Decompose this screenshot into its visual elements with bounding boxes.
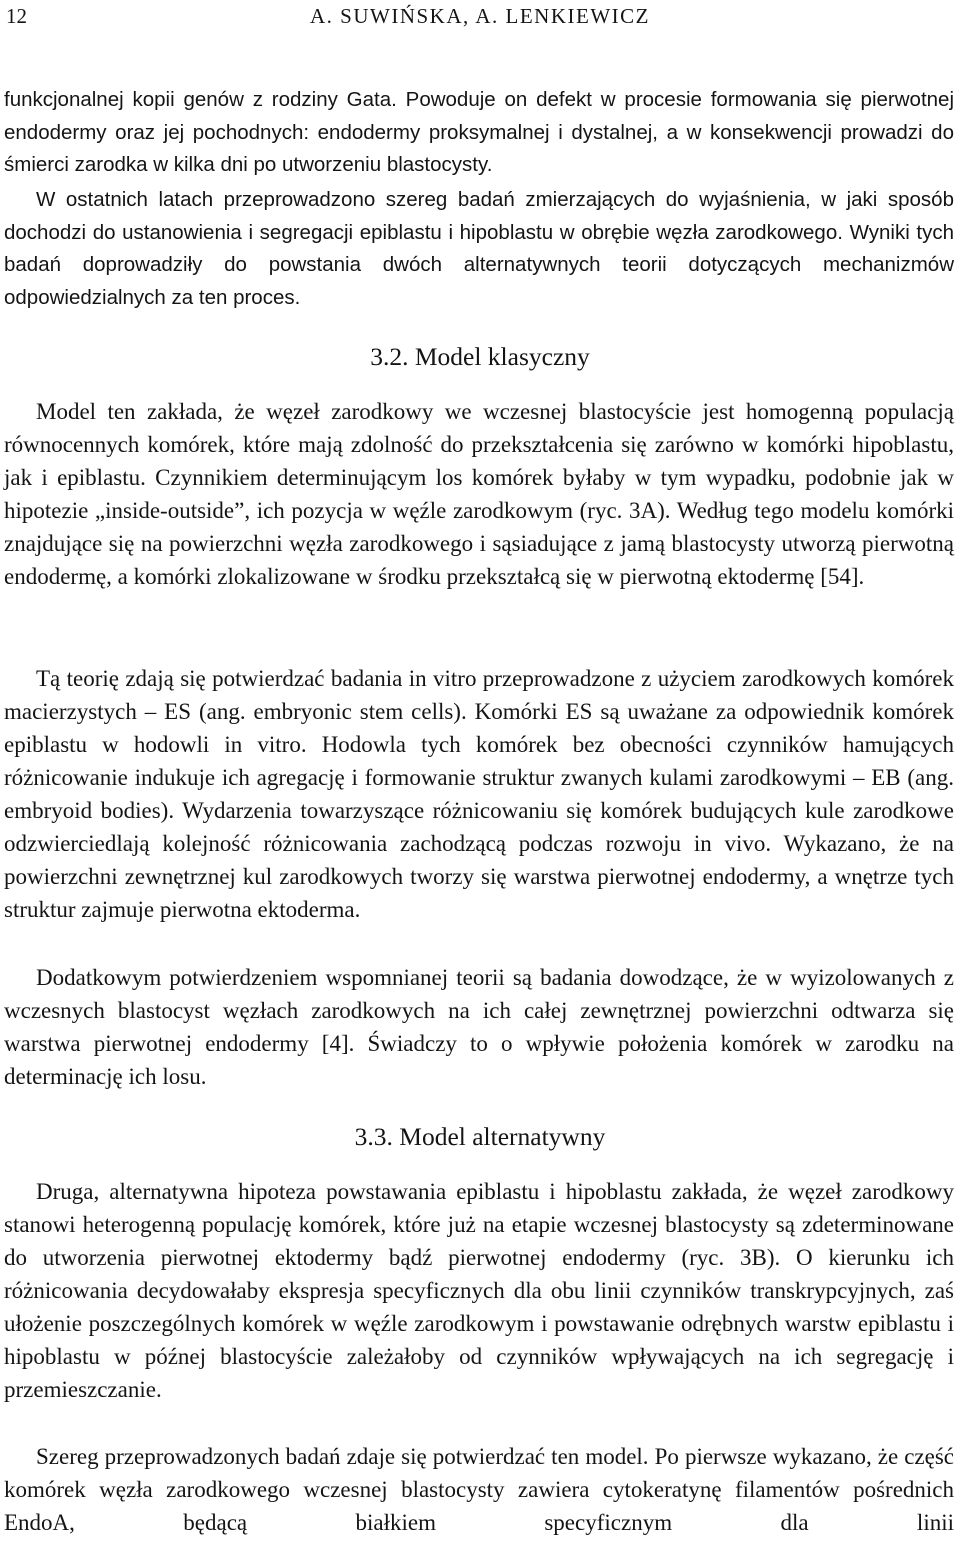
- page-number: 12: [6, 4, 27, 28]
- section-heading: 3.3. Model alternatywny: [354, 1122, 606, 1151]
- paragraph: Szereg przeprowadzonych badań zdaje się potwierdzać ten model. Po pierwsze wykazano, że część komórek węzła zarodkowego wczesnej blastocysty zawiera cytokeratynę filamentów pośrednich EndoA, będącą białkiem specyficznym dla linii: [4, 1444, 954, 1535]
- paragraph: Dodatkowym potwierdzeniem wspomnianej teorii są badania dowodzące, że w wyizolowanych z wczesnych blastocyst węzłach zarodkowych na ich całej zewnętrznej powierzchni odtwarza się warstwa pierwotnej endodermy [4]. Świadczy to o wpływie położenia komórek w zarodku na determinację ich losu.: [4, 965, 954, 1089]
- paragraph: Druga, alternatywna hipoteza powstawania epiblastu i hipoblastu zakłada, że węzeł zarodkowy stanowi heterogenną populację komórek, które już na etapie wczesnej blastocysty są zdeterminowane do utworzenia pierwotnej ektodermy bądź pierwotnej endodermy (ryc. 3B). O kierunku ich różnicowania decydowałaby ekspresja specyficznych dla obu linii czynników transkrypcyjnych, zaś ułożenie poszczególnych komórek w węźle zarodkowym i powstawanie odrębnych warstw epiblastu i hipoblastu w późnej blastocyście zależałoby od czynników wpływających na ich segregację i przemieszczanie.: [4, 1179, 954, 1402]
- paragraph: W ostatnich latach przeprowadzono szereg badań zmierzających do wyjaśnienia, w jaki sposób dochodzi do ustanowienia i segregacji epiblastu i hipoblastu w obrębie węzła zarodkowego. Wyniki tych badań doprowadziły do powstania dwóch alternatywnych teorii dotyczących mechanizmów odpowiedzialnych za ten proces.: [4, 188, 954, 309]
- running-head-authors: A. SUWIŃSKA, A. LENKIEWICZ: [310, 4, 650, 28]
- paragraph: funkcjonalnej kopii genów z rodziny Gata. Powoduje on defekt w procesie formowania się pierwotnej endodermy oraz jej pochodnych: endodermy proksymalnej i dystalnej, a w konsekwencji prowadzi do śmierci zarodka w kilka dni po utworzeniu blastocysty.: [4, 88, 954, 176]
- running-header: [6, 4, 954, 34]
- paragraph: Tą teorię zdają się potwierdzać badania in vitro przeprowadzone z użyciem zarodkowych komórek macierzystych – ES (ang. embryonic stem cells). Komórki ES są uważane za odpowiednik komórek epiblastu w hodowli in vitro. Hodowla tych komórek bez obecności czynników hamujących różnicowanie indukuje ich agregację i formowanie struktur zwanych kulami zarodkowymi – EB (ang. embryoid bodies). Wydarzenia towarzyszące różnicowaniu się komórek budujących kule zarodkowe odzwierciedlają kolejność różnicowania zachodzącą podczas rozwoju in vivo. Wykazano, że na powierzchni zewnętrznej kul zarodkowych tworzy się warstwa pierwotnej endodermy, a wnętrze tych struktur zajmuje pierwotna ektoderma.: [4, 666, 954, 922]
- paragraph: Model ten zakłada, że węzeł zarodkowy we wczesnej blastocyście jest homogenną populacją równocennych komórek, które mają zdolność do przekształcenia się zarówno w komórki hipoblastu, jak i epiblastu. Czynnikiem determinującym los komórek byłaby w tym wypadku, podobnie jak w hipotezie „inside-outside”, ich pozycja w węźle zarodkowym (ryc. 3A). Według tego modelu komórki znajdujące się na powierzchni węzła zarodkowego i sąsiadujące z jamą blastocysty utworzą pierwotną endodermę, a komórki zlokalizowane w środku przekształcą się w pierwotną ektodermę [54].: [4, 399, 954, 589]
- section-heading: 3.2. Model klasyczny: [370, 342, 590, 371]
